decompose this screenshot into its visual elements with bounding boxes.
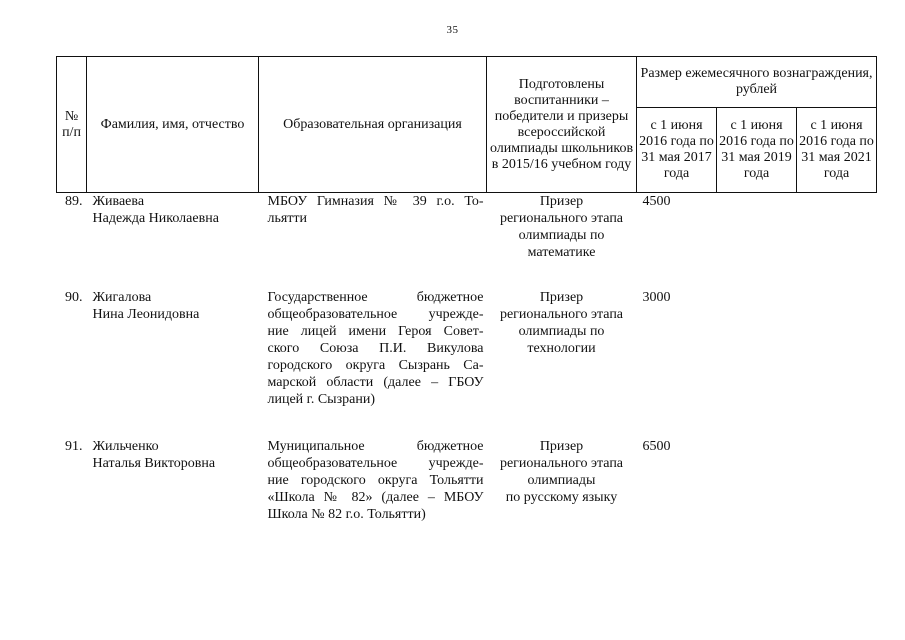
award-empty-cell xyxy=(717,438,797,558)
header-monthly-award: Размер ежемесячного вознаграждения, рублей xyxy=(637,57,877,108)
award-amount: 6500 xyxy=(642,439,671,454)
award-empty-cell xyxy=(797,193,877,290)
organization-line: ского Союза П.И. Викулова xyxy=(267,341,484,356)
organization xyxy=(259,438,487,558)
surname: Жильченко xyxy=(92,439,159,454)
header-period-2017: с 1 июня 2016 года по 31 мая 2017 года xyxy=(637,108,717,193)
organization-line: Школа № 82 г.о. Тольятти) xyxy=(267,507,426,522)
person-name xyxy=(87,289,259,438)
achievement-line: технологии xyxy=(527,341,596,356)
achievement-line: олимпиады по xyxy=(518,324,605,339)
header-period-2019: с 1 июня 2016 года по 31 мая 2019 года xyxy=(717,108,797,193)
award-empty-cell xyxy=(797,289,877,438)
organization-line: общеобразовательное учрежде- xyxy=(267,456,484,471)
achievement-line: регионального этапа xyxy=(499,211,624,226)
header-olympiad-winners: Подготовлены воспитанники – победители и призеры всероссийской олимпиады школьников в 2015/16 учебном году xyxy=(487,57,637,193)
person-name xyxy=(87,438,259,558)
organization-line: городского округа Сызрань Са- xyxy=(267,358,484,373)
organization-line: Государственное бюджетное xyxy=(267,290,484,305)
awards-table xyxy=(56,56,877,558)
achievement-line: олимпиады по xyxy=(518,228,605,243)
table-row xyxy=(57,438,877,558)
achievement-line: Призер xyxy=(539,194,584,209)
given-names: Наталья Викторовна xyxy=(92,456,216,471)
organization-line: ние городского округа Тольятти xyxy=(267,473,484,488)
organization xyxy=(259,193,487,290)
achievement-line: олимпиады xyxy=(527,473,596,488)
organization-line: ние лицей имени Героя Совет- xyxy=(267,324,484,339)
person-name xyxy=(87,193,259,290)
achievement-line: математике xyxy=(527,245,596,260)
award-amount: 3000 xyxy=(642,290,671,305)
table-row xyxy=(57,289,877,438)
award-empty-cell xyxy=(797,438,877,558)
organization-line: МБОУ Гимназия № 39 г.о. То- xyxy=(267,194,484,209)
organization-line: лицей г. Сызрани) xyxy=(267,392,375,407)
organization-line: Муниципальное бюджетное xyxy=(267,439,484,454)
table-row xyxy=(57,193,877,290)
surname: Жигалова xyxy=(92,290,152,305)
header-number: № п/п xyxy=(57,57,87,193)
row-number: 90. xyxy=(65,290,83,305)
given-names: Нина Леонидовна xyxy=(92,307,200,322)
achievement-line: регионального этапа xyxy=(499,307,624,322)
given-names: Надежда Николаевна xyxy=(92,211,219,226)
organization-line: марской области (далее – ГБОУ xyxy=(267,375,484,390)
achievement-line: Призер xyxy=(539,439,584,454)
achievement-line: по русскому языку xyxy=(505,490,618,505)
award-amount: 4500 xyxy=(642,194,671,209)
surname: Живаева xyxy=(92,194,145,209)
organization-line: льятти xyxy=(267,211,308,226)
organization xyxy=(259,289,487,438)
award-empty-cell xyxy=(717,193,797,290)
organization-line: общеобразовательное учрежде- xyxy=(267,307,484,322)
row-number: 89. xyxy=(65,194,83,209)
header-full-name: Фамилия, имя, отчество xyxy=(87,57,259,193)
achievement xyxy=(487,289,637,438)
header-period-2021: с 1 июня 2016 года по 31 мая 2021 года xyxy=(797,108,877,193)
achievement xyxy=(487,193,637,290)
header-organization: Образовательная организация xyxy=(259,57,487,193)
award-empty-cell xyxy=(717,289,797,438)
row-number: 91. xyxy=(65,439,83,454)
achievement xyxy=(487,438,637,558)
page-number: 35 xyxy=(446,24,459,36)
achievement-line: Призер xyxy=(539,290,584,305)
achievement-line: регионального этапа xyxy=(499,456,624,471)
organization-line: «Школа № 82» (далее – МБОУ xyxy=(267,490,484,505)
